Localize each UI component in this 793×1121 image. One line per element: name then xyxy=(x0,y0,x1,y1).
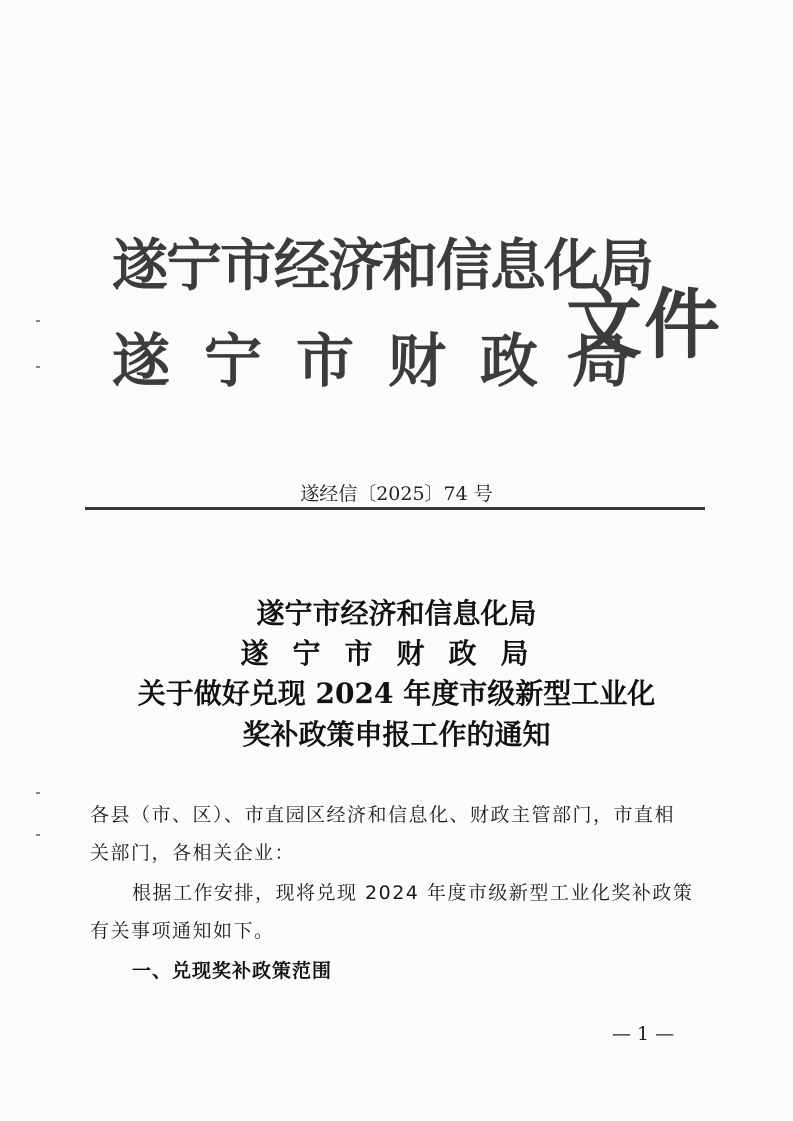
section-heading: 一、兑现奖补政策范围 xyxy=(132,960,333,982)
scan-speck xyxy=(36,792,40,794)
body-line-3: 根据工作安排，现将兑现 2024 年度市级新型工业化奖补政策 xyxy=(132,882,694,904)
scan-speck xyxy=(36,366,40,368)
scan-speck xyxy=(36,834,40,836)
scan-speck xyxy=(36,320,40,322)
title-line-3: 关于做好兑现 2024 年度市级新型工业化 xyxy=(137,677,656,710)
document-label: 文件 xyxy=(566,280,722,369)
body-line-2: 关部门，各相关企业： xyxy=(90,842,296,864)
issuer-line-2: 遂宁市财政局 xyxy=(112,327,665,395)
title-line-1: 遂宁市经济和信息化局 xyxy=(256,597,537,630)
body-line-4: 有关事项通知如下。 xyxy=(90,920,275,942)
header-divider xyxy=(85,507,705,510)
issuer-line-1: 遂宁市经济和信息化局 xyxy=(112,233,652,299)
body-line-1: 各县（市、区）、市直园区经济和信息化、财政主管部门，市直相 xyxy=(90,804,676,826)
title-line-4: 奖补政策申报工作的通知 xyxy=(242,718,551,751)
document-number: 遂经信〔2025〕74 号 xyxy=(300,483,493,505)
page-number: — 1 — xyxy=(612,1023,675,1045)
title-line-2: 遂宁市财政局 xyxy=(240,637,553,670)
